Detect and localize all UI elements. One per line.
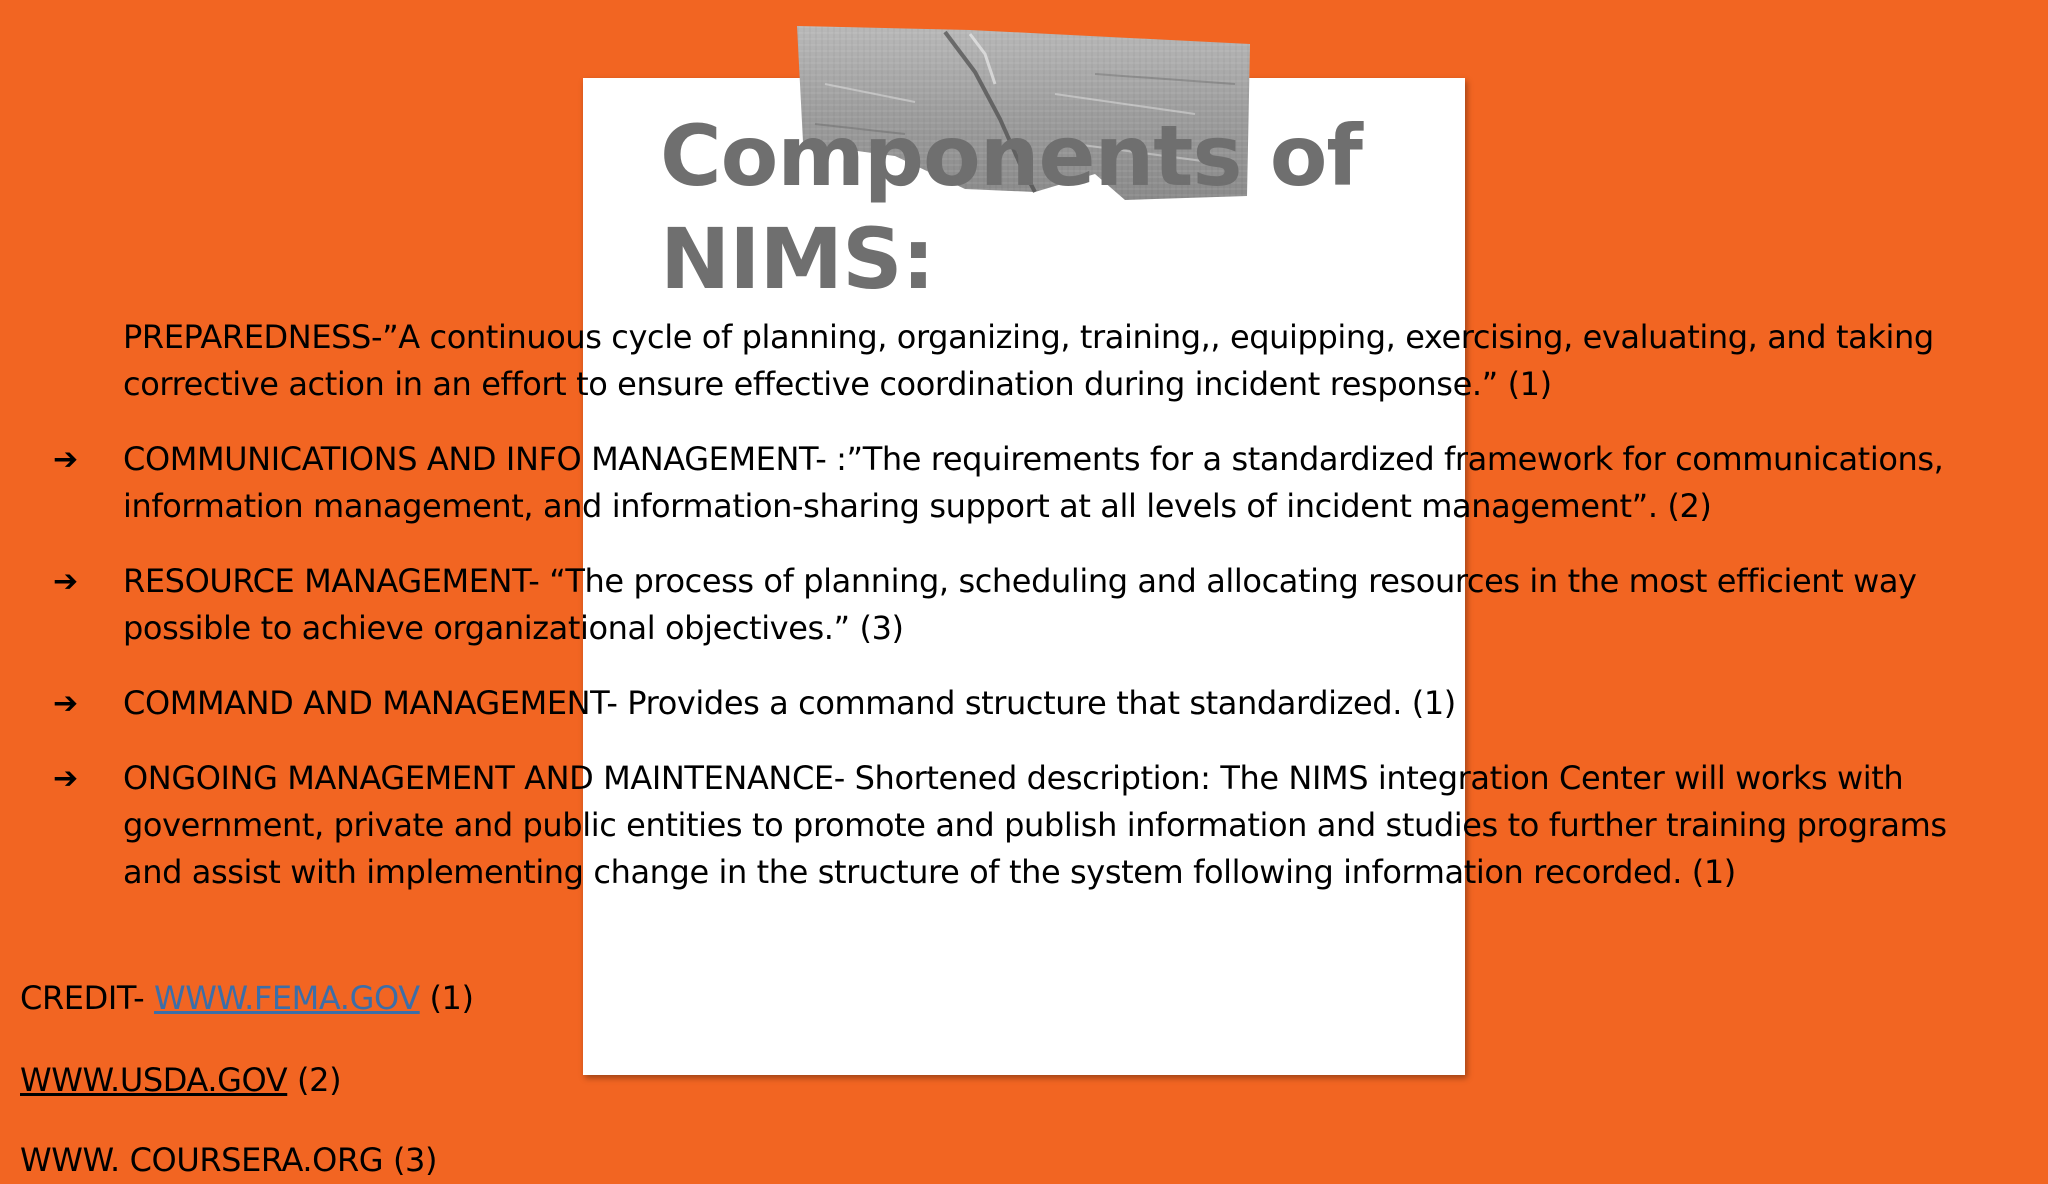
- arrow-icon: ➔: [53, 686, 78, 721]
- list-item-text: RESOURCE MANAGEMENT- “The process of planning, scheduling and allocating resources in the most efficient way possible to achieve organizational objectives.” (3): [123, 562, 1917, 647]
- list-item-resource-management: [53, 558, 2003, 652]
- credit-suffix: (2): [287, 1061, 342, 1099]
- arrow-icon: ➔: [53, 761, 78, 796]
- list-item-command: [53, 680, 2003, 727]
- credit-suffix: (1): [419, 979, 474, 1017]
- credit-line-3: [20, 1137, 437, 1184]
- arrow-icon: ➔: [53, 442, 78, 477]
- slide-title: Components of NIMS:: [660, 107, 1362, 308]
- list-item-ongoing-management: [53, 755, 2003, 896]
- credit-line-2: [20, 1057, 341, 1104]
- coursera-credit: WWW. COURSERA.ORG (3): [20, 1141, 438, 1179]
- fema-link[interactable]: WWW.FEMA.GOV: [154, 979, 420, 1017]
- credit-prefix: CREDIT-: [20, 979, 155, 1017]
- list-item-text: ONGOING MANAGEMENT AND MAINTENANCE- Shortened description: The NIMS integration Center will works with government, private and public entities to promote and publish information and studies to further training programs and assist with implementing change in the structure of the system following information recorded. (1): [123, 759, 1947, 891]
- list-item-text: PREPAREDNESS-”A continuous cycle of planning, organizing, training,, equipping, exercising, evaluating, and taking corrective action in an effort to ensure effective coordination during incident response.” (1): [123, 318, 1934, 403]
- list-item-preparedness: [123, 314, 2003, 408]
- usda-link[interactable]: WWW.USDA.GOV: [20, 1061, 288, 1099]
- credit-line-1: [20, 975, 474, 1022]
- list-item-communications: [53, 436, 2003, 530]
- arrow-icon: ➔: [53, 564, 78, 599]
- list-item-text: COMMUNICATIONS AND INFO MANAGEMENT- :”The requirements for a standardized framework for communications, information management, and information-sharing support at all levels of incident management”. (2): [123, 440, 1944, 525]
- list-item-text: COMMAND AND MANAGEMENT- Provides a command structure that standardized. (1): [123, 684, 1456, 722]
- component-list: [53, 314, 2003, 924]
